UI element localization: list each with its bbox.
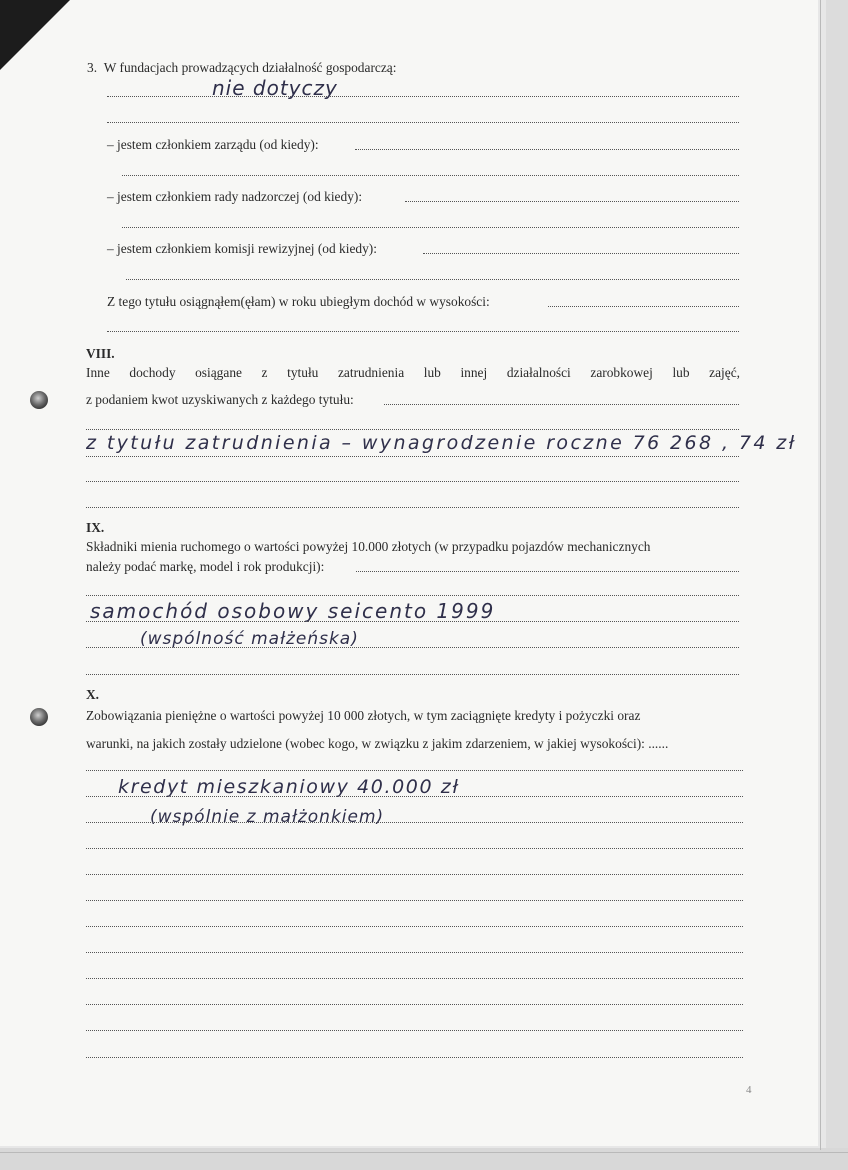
section-ix-line2: należy podać markę, model i rok produkcji): — [86, 559, 325, 574]
fill-line — [86, 621, 739, 622]
section-x-line2-text: warunki, na jakich zostały udzielone (wobec kogo, w związku z jakim zdarzeniem, w jakiej wysokości): — [86, 736, 645, 751]
stacked-pages-right — [826, 0, 848, 1170]
supervisory-member-label: – jestem członkiem rady nadzorczej (od kiedy): — [107, 189, 363, 204]
fill-line — [122, 227, 739, 228]
page-edge-line — [820, 0, 821, 1150]
section-x-line1: Zobowiązania pieniężne o wartości powyżej 10 000 złotych, w tym zaciągnięte kredyty i pożyczki oraz — [86, 708, 641, 723]
fill-line — [355, 149, 739, 150]
audit-member-label: – jestem członkiem komisji rewizyjnej (od kiedy): — [107, 241, 377, 256]
fill-line — [86, 507, 739, 508]
section-x-number: X. — [86, 687, 100, 702]
punch-hole-icon — [30, 391, 48, 409]
handwritten-ownership: (wspólność małżeńska) — [140, 629, 359, 649]
fill-line — [126, 279, 739, 280]
fill-line — [86, 796, 743, 797]
fill-line — [384, 404, 739, 405]
fill-line — [86, 822, 743, 823]
fill-line — [86, 674, 739, 675]
fill-line — [86, 429, 739, 430]
punch-hole-icon — [30, 708, 48, 726]
handwritten-answer: nie dotyczy — [212, 76, 338, 100]
fill-line — [86, 978, 743, 979]
fill-line — [107, 122, 739, 123]
section-x-line2 — [86, 736, 668, 752]
fill-line — [86, 456, 739, 457]
section-ix-number: IX. — [86, 520, 105, 535]
page-edge-line — [0, 1152, 848, 1153]
handwritten-loan-ownership: (wspólnie z małżonkiem) — [150, 807, 385, 827]
section-viii-number: VIII. — [86, 346, 115, 361]
handwritten-loan: kredyt mieszkaniowy 40.000 zł — [118, 776, 460, 798]
income-label: Z tego tytułu osiągnąłem(ęłam) w roku ubiegłym dochód w wysokości: — [107, 294, 490, 309]
fill-line — [86, 1030, 743, 1031]
fill-line — [107, 96, 739, 97]
fill-line — [86, 848, 743, 849]
fill-line — [356, 571, 739, 572]
fill-line — [122, 175, 739, 176]
section-viii-line2: z podaniem kwot uzyskiwanych z każdego tytułu: — [86, 392, 354, 407]
fill-line — [86, 770, 743, 771]
fill-line — [548, 306, 739, 307]
board-member-label: – jestem członkiem zarządu (od kiedy): — [107, 137, 319, 152]
fill-line — [86, 926, 743, 927]
handwritten-vehicle: samochód osobowy seicento 1999 — [90, 599, 496, 623]
fill-line — [86, 952, 743, 953]
section-x-line2-dots: ...... — [648, 736, 669, 751]
fill-line — [107, 331, 739, 332]
fill-line — [423, 253, 739, 254]
fill-line — [86, 481, 739, 482]
fill-line — [86, 874, 743, 875]
fill-line — [86, 1057, 743, 1058]
fill-line — [86, 595, 739, 596]
page-number: 4 — [746, 1084, 752, 1096]
handwritten-income: z tytułu zatrudnienia – wynagrodzenie roczne 76 268 , 74 zł — [86, 432, 797, 454]
fill-line — [86, 647, 739, 648]
fill-line — [405, 201, 739, 202]
fill-line — [86, 1004, 743, 1005]
section-viii-line1: Inne dochody osiągane z tytułu zatrudnienia lub innej działalności zarobkowej lub zajęć, — [86, 365, 740, 380]
fill-line — [86, 900, 743, 901]
section-ix-line1: Składniki mienia ruchomego o wartości powyżej 10.000 złotych (w przypadku pojazdów mechanicznych — [86, 539, 651, 554]
section-3-heading: 3. W fundacjach prowadzących działalność gospodarczą: — [87, 60, 397, 75]
